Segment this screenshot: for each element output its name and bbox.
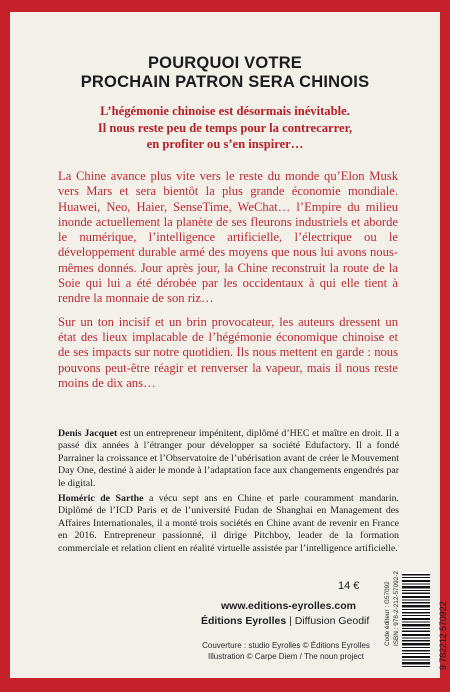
back-cover <box>10 12 448 678</box>
author-1-text: est un entrepreneur impénitent, diplômé d’HEC et maître en droit. Il a passé dix années à l’étranger pour développer sa société Edufactory. Il a fondé Parrainer la croissance et l’Observatoire de l’ubérisation avant de créer le Mouvement Day One, destiné à aider le monde à l’adaptation face aux changements engendrés par le digital. <box>58 428 400 489</box>
title-line-2: PROCHAIN PATRON SERA CHINOIS <box>80 73 370 91</box>
code-editeur: Code éditeur : G57092 <box>384 581 391 646</box>
author-bio-2 <box>58 493 399 555</box>
price: 14 € <box>338 580 360 592</box>
author-bios <box>58 428 399 558</box>
barcode-number: 9 782212 570922 <box>438 601 448 670</box>
publisher-line <box>201 615 369 627</box>
author-2-text: a vécu sept ans en Chine et parle couramment mandarin. Diplômé de l’ICD Paris et de l’université Fudan de Shanghai en Management des Affaires Internationales, il a monté trois sociétés en Chine avant de revenir en France en 2016. Entrepreneur passionné, il dirige Pitchboy, leader de la formation commerciale et relation client en réalité virtuelle assistée par l’intelligence artificielle. <box>58 493 399 554</box>
tagline-line-1: L’hégémonie chinoise est désormais inévitable. <box>100 104 350 118</box>
tagline-line-3: en profiter ou s’en inspirer… <box>146 137 304 151</box>
credit-line-1: Couverture : studio Eyrolles © Éditions Eyrolles <box>202 641 370 650</box>
author-1-name: Denis Jacquet <box>58 428 118 439</box>
title-line-1: POURQUOI VOTRE <box>147 54 303 72</box>
tagline-line-2: Il nous reste peu de temps pour la contrecarrer, <box>97 120 353 135</box>
barcode <box>402 572 430 668</box>
publisher-name: Éditions Eyrolles <box>201 615 287 627</box>
publisher-website: www.editions-eyrolles.com <box>221 600 356 612</box>
blurb-paragraph-1: La Chine avance plus vite vers le reste du monde qu’Elon Musk vers Mars et sera bientôt la plus grande économie mondiale. Huawei, Neo, Haier, SenseTime, WeChat… l’Empire du milieu inonde actuellement la planète de ses fleurons industriels et aborde le numérique, l’intelligence artificielle, l’électrique ou le développement durable armé des moyens que nous lui avons nous-mêmes donnés. Jour après jour, la Chine reconstruit la route de la Soie qui lui a été dérobée par les occidentaux à qui elle tient à rendre la monnaie de son riz… <box>58 169 398 306</box>
author-2-name: Homéric de Sarthe <box>58 493 144 505</box>
blurb <box>58 169 398 399</box>
credit-line-2: Illustration © Carpe Diem / The noun project <box>207 652 365 661</box>
isbn: ISBN : 978-2-212-57092-2 <box>393 571 400 646</box>
distributor-name: | Diffusion Geodif <box>289 615 370 627</box>
blurb-paragraph-2: Sur un ton incisif et un brin provocateur, les auteurs dressent un état des lieux implacable de l’hégémonie économique chinoise et de ses impacts sur notre quotidien. Ils nous mettent en garde : nous pouvons peut-être réagir et renverser la vapeur, mais il nous reste moins de dix ans… <box>58 314 398 390</box>
tagline <box>10 103 440 153</box>
cover-credits <box>186 640 386 662</box>
author-bio-1 <box>58 428 399 490</box>
book-title <box>10 54 440 92</box>
